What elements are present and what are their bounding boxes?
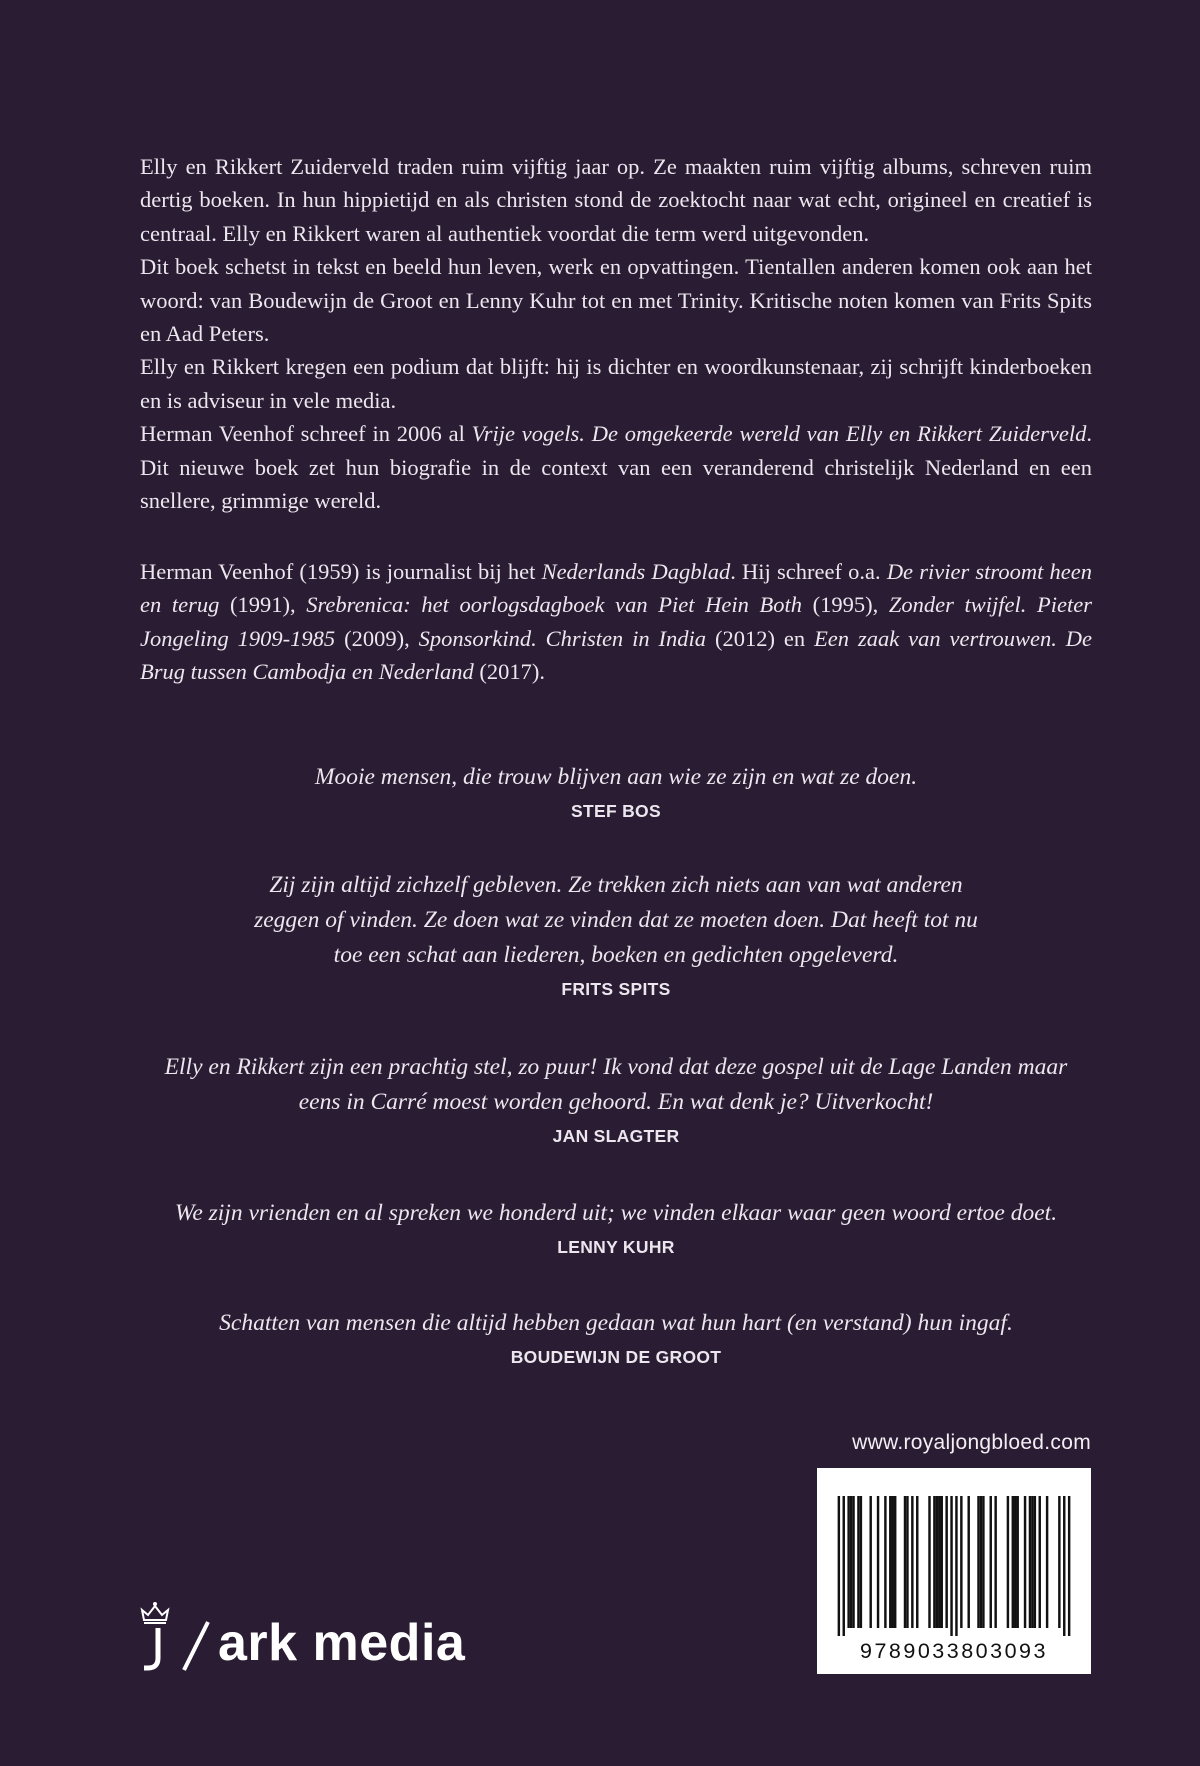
barcode-bar <box>843 1496 845 1636</box>
quote <box>120 1306 1112 1368</box>
slash-icon <box>178 1600 214 1672</box>
barcode-bar <box>1039 1496 1041 1628</box>
barcode-bar <box>936 1496 938 1628</box>
barcode-bar <box>1007 1496 1009 1628</box>
bio-text: Herman Veenhof (1959) is journalist bij het <box>140 559 542 584</box>
barcode-bar <box>889 1496 891 1628</box>
barcode-bar <box>850 1496 852 1628</box>
quote <box>120 1196 1112 1258</box>
bio-text: (2017). <box>473 659 545 685</box>
barcode-bar <box>1016 1496 1018 1628</box>
barcode-bar <box>941 1496 943 1628</box>
barcode-bar <box>938 1496 940 1628</box>
publisher-logo <box>136 1592 465 1672</box>
barcode-bar <box>869 1496 871 1628</box>
logo-text: ark media <box>218 1614 466 1672</box>
barcode-bar <box>904 1496 906 1628</box>
barcode-bar <box>894 1496 896 1628</box>
barcode-bar <box>911 1496 913 1628</box>
quote-text: Mooie mensen, die trouw blijven aan wie ze zijn en wat ze doen. <box>314 764 918 790</box>
isbn-number: 9789033803093 <box>860 1639 1048 1663</box>
blurb-paragraph: Elly en Rikkert Zuiderveld traden ruim vijftig jaar op. Ze maakten ruim vijftig albums, schreven ruim dertig boeken. In hun hippietijd en als christen stond de zoektocht naar wat echt, origineel en creatief is centraal. Elly en Rikkert waren al authentiek voordat die term werd uitgevonden. <box>140 154 1092 246</box>
bio-text: . Hij schreef o.a. <box>730 559 887 584</box>
quote-author: JAN SLAGTER <box>552 1126 680 1146</box>
crown-j-icon <box>136 1600 174 1672</box>
barcode-bar <box>852 1496 854 1628</box>
barcode-bar <box>884 1496 886 1628</box>
barcode-bar <box>906 1496 908 1628</box>
barcode-bar <box>847 1496 849 1628</box>
barcode-bar <box>857 1496 859 1628</box>
book-title: De rivier stroomt heen en terug <box>140 559 1092 618</box>
barcode-bar <box>877 1496 879 1628</box>
quote <box>160 1050 1072 1147</box>
bio-text: (1991), <box>219 592 307 618</box>
barcode-bar <box>960 1496 962 1628</box>
barcode-bar <box>1024 1496 1026 1628</box>
barcode-bar <box>1058 1496 1060 1628</box>
barcode-bar <box>1046 1496 1048 1628</box>
quote-text: Schatten van mensen die altijd hebben gedaan wat hun hart (en verstand) hun ingaf. <box>219 1310 1013 1336</box>
blurb-text: . Dit nieuwe boek zet hun biografie in de context van een veranderend christelijk Nederland en een snellere, grimmige wereld. <box>140 421 1092 514</box>
book-title: Zonder twijfel. Pieter Jongeling 1909-1985 <box>140 592 1092 651</box>
quote-author: BOUDEWIJN DE GROOT <box>510 1347 722 1367</box>
author-bio <box>140 555 1092 689</box>
book-blurb <box>140 150 1092 517</box>
barcode-bar <box>1029 1496 1031 1628</box>
book-title: Een zaak van vertrouwen. De Brug tussen Cambodja en Nederland <box>140 625 1092 685</box>
barcode-bar <box>994 1496 996 1628</box>
barcode-bar <box>860 1496 862 1628</box>
barcode-bar <box>982 1496 984 1628</box>
quote-text: We zijn vrienden en al spreken we honderd uit; we vinden elkaar waar geen woord ertoe doet. <box>174 1200 1058 1226</box>
barcode-bar <box>955 1496 957 1636</box>
barcode-bar <box>892 1496 894 1628</box>
book-title: Sponsorkind. Christen in India <box>418 625 707 651</box>
barcode-bar <box>838 1496 840 1636</box>
barcode-bars <box>817 1468 1091 1638</box>
quote-text: Elly en Rikkert zijn een prachtig stel, zo puur! Ik vond dat deze gospel uit de Lage Landen maar eens in Carré moest worden gehoord. En wat denk je? Uitverkocht! <box>164 1054 1068 1115</box>
barcode-bar <box>933 1496 935 1628</box>
blurb-paragraph: Elly en Rikkert kregen een podium dat blijft: hij is dichter en woordkunstenaar, zij schrijft kinderboeken en is adviseur in vele media. <box>140 354 1092 413</box>
barcode <box>817 1468 1091 1674</box>
barcode-bar <box>967 1496 969 1628</box>
barcode-bar <box>950 1496 952 1636</box>
bio-text: (1995), <box>801 592 889 618</box>
quote <box>240 868 992 1000</box>
book-title: Srebrenica: het oorlogsdagboek van Piet Hein Both <box>306 592 802 618</box>
quote <box>120 760 1112 822</box>
blurb-paragraph <box>140 417 1092 517</box>
barcode-bar <box>990 1496 992 1628</box>
barcode-bar <box>1014 1496 1016 1628</box>
quote-text: Zij zijn altijd zichzelf gebleven. Ze trekken zich niets aan van wat anderen zeggen of vinden. Ze doen wat ze vinden dat ze moeten doen. Dat heeft tot nu toe een schat aan liederen, boeken en gedichten opgeleverd. <box>254 872 978 968</box>
barcode-bar <box>1012 1496 1014 1628</box>
bio-text: (2012) en <box>706 625 815 651</box>
blurb-paragraph: Dit boek schetst in tekst en beeld hun leven, werk en opvattingen. Tientallen anderen komen ook aan het woord: van Boudewijn de Groot en Lenny Kuhr tot en met Trinity. Kritische noten komen van Frits Spits en Aad Peters. <box>140 254 1092 347</box>
bio-text: (2009), <box>335 625 419 651</box>
blurb-text: Herman Veenhof schreef in 2006 al <box>140 421 472 447</box>
newspaper-title: Nederlands Dagblad <box>541 559 731 584</box>
quote-author: FRITS SPITS <box>561 979 671 999</box>
barcode-bar <box>1063 1496 1065 1636</box>
barcode-bar <box>928 1496 930 1628</box>
barcode-bar <box>977 1496 979 1628</box>
quote-author: LENNY KUHR <box>557 1237 675 1257</box>
book-title: Vrije vogels. De omgekeerde wereld van Elly en Rikkert Zuiderveld <box>471 421 1087 447</box>
quote-author: STEF BOS <box>571 801 661 821</box>
barcode-bar <box>1034 1496 1036 1628</box>
publisher-url: www.royaljongbloed.com <box>852 1431 1091 1454</box>
barcode-bar <box>1031 1496 1033 1628</box>
barcode-bar <box>1068 1496 1070 1636</box>
barcode-bar <box>945 1496 947 1628</box>
barcode-bar <box>916 1496 918 1628</box>
barcode-bar <box>980 1496 982 1628</box>
